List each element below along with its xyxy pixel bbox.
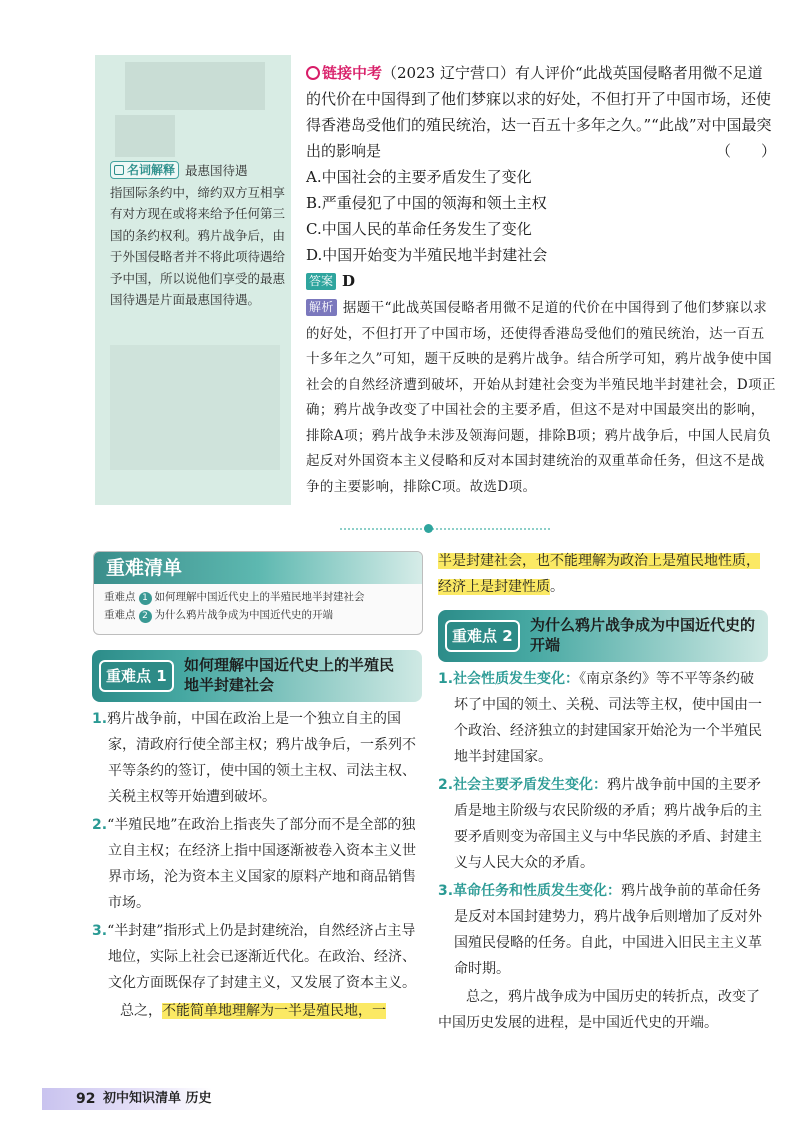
- explanation-badge: 解析: [306, 299, 337, 316]
- key-point-1-body: [92, 706, 422, 1024]
- summary-part-1: 总之，不能简单地理解为一半是殖民地，一: [120, 1003, 386, 1019]
- explanation-text: 据题干“此战英国侵略者用微不足道的代价在中国得到了他们梦寐以求的好处，不但打开了中国市场，还使得香港岛受他们的殖民统治，达一百五十多年之久”可知，题干反映的是鸦片战争。结合所学可知，鸦片战争使中国社会的自然经济遭到破坏，开始从封建社会变为半殖民地半封建社会，D项正确；鸦片战争改变了中国社会的主要矛盾，但这不是对中国最突出的影响，排除A项；鸦片战争未涉及领海问题，排除B项；鸦片战争后，中国人民肩负起反对外国资本主义侵略和反对本国封建统治的双重革命任务，但这不是战争的主要影响，排除C项。故选D项。: [306, 300, 776, 495]
- key-point-2-body: [438, 666, 768, 1036]
- point-item: 2.“半殖民地”在政治上指丧失了部分而不是全部的独立自主权；在经济上指中国逐渐被卷入资本主义世界市场，沦为资本主义国家的原料产地和商品销售市场。: [92, 817, 416, 911]
- key-point-2-title: 为什么鸦片战争成为中国近代史的开端: [530, 616, 756, 654]
- key-point-2-summary: 总之，鸦片战争成为中国历史的转折点，改变了中国历史发展的进程，是中国近代史的开端。: [438, 989, 760, 1031]
- option-d: D.中国开始变为半殖民地半封建社会: [306, 246, 548, 264]
- link-exam-tag: 链接中考: [306, 64, 382, 82]
- point-item: 3.“半封建”指形式上仍是封建统治，自然经济占主导地位，实际上社会已逐渐近代化。在政治、经济、文化方面既保存了封建主义，又发展了资本主义。: [92, 923, 416, 991]
- exam-question: [306, 60, 776, 500]
- checklist-item: 重难点 2 为什么鸦片战争成为中国近代史的开端: [104, 609, 333, 621]
- section-divider: [340, 528, 550, 530]
- term-title: 最惠国待遇: [185, 163, 248, 178]
- sidebar-image-placeholder: [115, 115, 175, 157]
- question-stem: [306, 60, 776, 164]
- point-item: 1.社会性质发生变化：《南京条约》等不平等条约破坏了中国的领土、关税、司法等主权，使中国由一个政治、经济独立的封建国家开始沦为一个半殖民地半封建国家。: [438, 671, 762, 765]
- sidebar-image-placeholder: [110, 345, 280, 470]
- key-point-1-title: 如何理解中国近代史上的半殖民地半封建社会: [184, 656, 395, 694]
- answer-line: [306, 268, 776, 294]
- key-point-1-header: [92, 650, 422, 702]
- key-point-2-header: [438, 610, 768, 662]
- explanation: [306, 296, 776, 500]
- option-b: B.严重侵犯了中国的领海和领土主权: [306, 194, 547, 212]
- option-a: A.中国社会的主要矛盾发生了变化: [306, 168, 532, 186]
- checklist-box: [93, 551, 423, 635]
- link-icon: [306, 66, 320, 80]
- divider-dot: [424, 524, 433, 533]
- summary-part-2: 半是封建社会，也不能理解为政治上是殖民地性质，经济上是封建性质。: [438, 553, 760, 595]
- book-icon: [114, 165, 124, 175]
- answer-badge: 答案: [306, 273, 336, 290]
- book-title: 初中知识清单 历史: [103, 1091, 212, 1106]
- page-number: 92: [76, 1091, 96, 1107]
- key-point-1-tag: 重难点 1: [99, 660, 174, 692]
- point-item: 1.鸦片战争前，中国在政治上是一个独立自主的国家，清政府行使全部主权；鸦片战争后，一系列不平等条约的签订，使中国的领土主权、司法主权、关税主权等开始遭到破坏。: [92, 711, 416, 805]
- answer-value: D: [342, 272, 356, 290]
- sidebar-image-placeholder: [125, 62, 265, 110]
- point-item: 3.革命任务和性质发生变化：鸦片战争前的革命任务是反对本国封建势力，鸦片战争后则增加了反对外国殖民侵略的任务。自此，中国进入旧民主主义革命时期。: [438, 883, 762, 977]
- term-badge: 名词解释: [110, 161, 179, 179]
- option-c: C.中国人民的革命任务发生了变化: [306, 220, 532, 238]
- checklist-item: 重难点 1 如何理解中国近代史上的半殖民地半封建社会: [104, 591, 365, 603]
- checklist-title: 重难清单: [94, 552, 422, 584]
- question-text: 有人评价“此战英国侵略者用微不足道的代价在中国得到了他们梦寐以求的好处，不但打开了中国市场，还使得香港岛受他们的殖民统治，达一百五十多年之久。”“此战”对中国最突出的影响是: [306, 64, 772, 160]
- term-text: 指国际条约中，缔约双方互相享有对方现在或将来给予任何第三国的条约权利。鸦片战争后，由于外国侵略者并不将此项待遇给予中国，所以说他们享受的最惠国待遇是片面最惠国待遇。: [110, 184, 286, 307]
- question-source: （2023 辽宁营口）: [382, 64, 515, 82]
- answer-paren: （ ）: [715, 142, 776, 160]
- term-explanation: [110, 160, 285, 311]
- right-column: [438, 548, 768, 600]
- point-item: 2.社会主要矛盾发生变化：鸦片战争前中国的主要矛盾是地主阶级与农民阶级的矛盾；鸦片战争后的主要矛盾则变为帝国主义与中华民族的矛盾、封建主义与人民大众的矛盾。: [438, 777, 762, 871]
- key-point-2-tag: 重难点 2: [445, 620, 520, 652]
